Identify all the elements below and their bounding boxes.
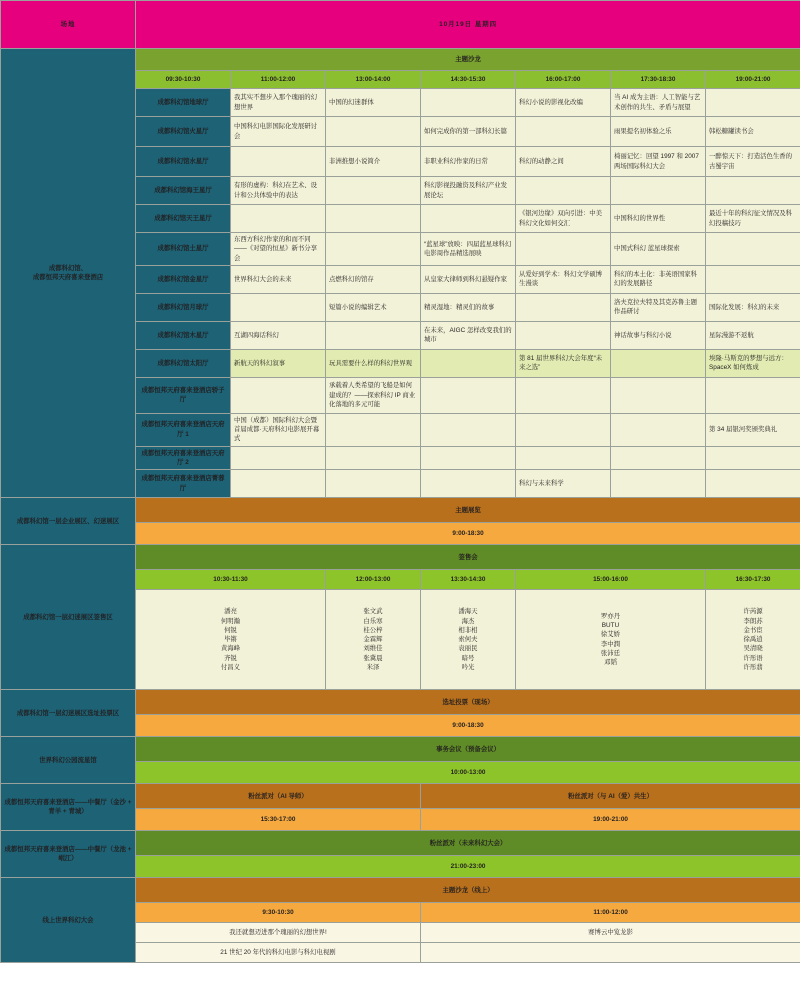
signing-names-1: 张文武 白乐寒 桂公梓 金霖辉 刘维佳 张冀晨 米泽 xyxy=(326,590,421,690)
salon-cell xyxy=(326,413,421,446)
salon-cell xyxy=(706,377,800,413)
salon-cell: 第 34 届银河奖颁奖典礼 xyxy=(706,413,800,446)
salon-cell: 点燃科幻的馆存 xyxy=(326,265,421,293)
salon-cell xyxy=(706,233,800,266)
online-cell xyxy=(421,943,800,963)
salon-cell: 韩松糖罐读书会 xyxy=(706,117,800,147)
signing-time-1: 12:00-13:00 xyxy=(326,570,421,590)
salon-cell: “蓝星球”放映：四届蓝星球科幻电影周作品精选展映 xyxy=(421,233,516,266)
signing-names-3: 罗亦丹 BUTU 徐艾娇 李中潤 张沛廷 邓韬 xyxy=(516,590,706,690)
fan-party-2-time: 21:00-23:00 xyxy=(136,856,800,878)
venue-business-meeting: 世界科幻公园流星馆 xyxy=(1,737,136,784)
venue-label: 成都恒邦天府喜来登酒店轿子厅 xyxy=(136,377,231,413)
salon-cell: 中国式科幻 蓝星球探索 xyxy=(611,233,706,266)
salon-cell xyxy=(516,321,611,349)
venue-label: 成都科幻馆海王星厅 xyxy=(136,177,231,205)
salon-cell: 从皇家大律师到科幻悬疑作家 xyxy=(421,265,516,293)
venue-label: 成都科幻馆水星厅 xyxy=(136,147,231,177)
salon-cell xyxy=(516,117,611,147)
salon-cell xyxy=(516,293,611,321)
venue-label: 成都科幻馆地球厅 xyxy=(136,89,231,117)
salon-cell: 科幻与未来科学 xyxy=(516,470,611,498)
salon-cell: 中国科幻电影国际化发展研讨会 xyxy=(231,117,326,147)
salon-cell: 我其实不想步入那个瑰丽的幻想世界 xyxy=(231,89,326,117)
venue-signing: 成都科幻馆一层幻迷展区签售区 xyxy=(1,545,136,690)
salon-cell xyxy=(706,265,800,293)
salon-cell xyxy=(611,413,706,446)
salon-cell xyxy=(611,349,706,377)
salon-cell xyxy=(516,413,611,446)
signing-time-0: 10:30-11:30 xyxy=(136,570,326,590)
salon-cell: 科幻的动静之间 xyxy=(516,147,611,177)
salon-cell: 新航天的科幻叙事 xyxy=(231,349,326,377)
venue-site-vote: 成都科幻馆一层幻迷展区选址投票区 xyxy=(1,690,136,737)
venue-online: 线上世界科幻大会 xyxy=(1,878,136,963)
time-slot-3: 14:30-15:30 xyxy=(421,71,516,89)
salon-cell xyxy=(231,205,326,233)
signing-time-2: 13:30-14:30 xyxy=(421,570,516,590)
venue-column-header: 场地 xyxy=(1,1,136,49)
salon-cell: 第 81 届世界科幻大会年度“未来之选” xyxy=(516,349,611,377)
salon-cell: 如何完成你的第一部科幻长篇 xyxy=(421,117,516,147)
salon-cell xyxy=(231,293,326,321)
signing-time-4: 16:30-17:30 xyxy=(706,570,800,590)
salon-cell xyxy=(326,205,421,233)
salon-cell: 互湖四海话科幻 xyxy=(231,321,326,349)
salon-cell: 洛夫克拉夫特及其克苏鲁主题作品研讨 xyxy=(611,293,706,321)
salon-cell xyxy=(706,89,800,117)
signing-names-0: 潘亮 何明瀚 何锐 毕锵 黄海峰 齐锐 付昌义 xyxy=(136,590,326,690)
salon-cell: 玩具需要什么样的科幻世界观 xyxy=(326,349,421,377)
venue-group-salon: 成都科幻馆、 成都恒邦天府喜来登酒店 xyxy=(1,49,136,498)
salon-cell xyxy=(706,446,800,470)
band-fan-party-2: 粉丝派对（未来科幻大会） xyxy=(136,831,800,856)
salon-cell: 埃隆·马斯克的梦想与远方：SpaceX 如何炼成 xyxy=(706,349,800,377)
venue-label: 成都科幻馆月球厅 xyxy=(136,293,231,321)
salon-cell: 雨果提名初体验之乐 xyxy=(611,117,706,147)
time-slot-2: 13:00-14:00 xyxy=(326,71,421,89)
salon-cell: 中国科幻的世界性 xyxy=(611,205,706,233)
band-signing: 签售会 xyxy=(136,545,800,570)
signing-names-2: 潘海天 海杰 相非相 索何夫 袁丽民 暗号 吟光 xyxy=(421,590,516,690)
venue-label: 成都科幻馆金星厅 xyxy=(136,265,231,293)
fan-party-1-time-1: 19:00-21:00 xyxy=(421,809,800,831)
signing-time-3: 15:00-16:00 xyxy=(516,570,706,590)
band-business-meeting: 事务会议（预备会议） xyxy=(136,737,800,762)
band-site-vote: 选址投票（现场） xyxy=(136,690,800,715)
salon-cell xyxy=(421,413,516,446)
band-fan-party-1-1: 粉丝派对（与 AI（爱）共生） xyxy=(421,784,800,809)
time-slot-1: 11:00-12:00 xyxy=(231,71,326,89)
salon-cell: 有形的虚构：科幻在艺术、设计和公共体验中的表达 xyxy=(231,177,326,205)
salon-cell xyxy=(421,89,516,117)
salon-cell xyxy=(706,177,800,205)
salon-cell: 科幻的本土化：非英语国家科幻的发展路径 xyxy=(611,265,706,293)
salon-cell xyxy=(231,446,326,470)
salon-cell xyxy=(326,233,421,266)
signing-names-4: 许芮源 李朗苏 金书宦 徐禹逍 吴清晓 许彤语 许彤翡 xyxy=(706,590,800,690)
venue-label: 成都恒邦天府喜来登酒店天府厅 2 xyxy=(136,446,231,470)
time-slot-5: 17:30-18:30 xyxy=(611,71,706,89)
venue-label: 成都科幻馆天王星厅 xyxy=(136,205,231,233)
salon-cell xyxy=(326,117,421,147)
salon-cell: 最近十年的科幻征文情况及科幻投稿技巧 xyxy=(706,205,800,233)
salon-cell xyxy=(326,446,421,470)
salon-cell: 当 AI 成为主语：人工智能与艺术创作的共生、矛盾与展望 xyxy=(611,89,706,117)
exhibition-time: 9:00-18:30 xyxy=(136,523,800,545)
salon-cell xyxy=(421,377,516,413)
salon-cell xyxy=(421,205,516,233)
venue-label: 成都恒邦天府喜来登酒店天府厅 1 xyxy=(136,413,231,446)
venue-fan-party-2: 成都恒邦天府喜来登酒店——中餐厅（龙池 + 岷江） xyxy=(1,831,136,878)
time-slot-6: 19:00-21:00 xyxy=(706,71,800,89)
venue-label: 成都恒邦天府喜来登酒店菁蓉厅 xyxy=(136,470,231,498)
salon-cell: 在未来，AIGC 怎样改变我们的城市 xyxy=(421,321,516,349)
online-time-0: 9:30-10:30 xyxy=(136,903,421,923)
business-meeting-time: 10:00-13:00 xyxy=(136,762,800,784)
salon-cell: 短篇小说的编辑艺术 xyxy=(326,293,421,321)
salon-cell xyxy=(326,321,421,349)
salon-cell: 中国（成都）国际科幻大会暨首届成都·天府科幻电影展开幕式 xyxy=(231,413,326,446)
salon-cell: 星际漫游不返航 xyxy=(706,321,800,349)
salon-cell xyxy=(516,446,611,470)
site-vote-time: 9:00-18:30 xyxy=(136,715,800,737)
salon-cell xyxy=(516,177,611,205)
salon-cell: 科幻小说的影视化改编 xyxy=(516,89,611,117)
salon-cell: 中国的幻迷群体 xyxy=(326,89,421,117)
online-cell: 赛博云中览龙影 xyxy=(421,923,800,943)
salon-cell xyxy=(611,470,706,498)
salon-cell xyxy=(326,177,421,205)
band-fan-party-1-0: 粉丝派对（AI 导师） xyxy=(136,784,421,809)
salon-cell: 椅丽记忆：回望 1997 和 2007 两场国际科幻大会 xyxy=(611,147,706,177)
band-theme-salon: 主题沙龙 xyxy=(136,49,800,71)
salon-cell: 承载着人类希望的飞船是如何建成的？——探索科幻 IP 商业化落地的多元可能 xyxy=(326,377,421,413)
salon-cell: 一醉惊天下：打造活色生香的古蜀宇宙 xyxy=(706,147,800,177)
salon-cell xyxy=(706,470,800,498)
salon-cell: 《银河边缘》双向引进：中美科幻文化如何交汇 xyxy=(516,205,611,233)
salon-cell: 科幻影视投融资及科幻产业发展论坛 xyxy=(421,177,516,205)
salon-cell xyxy=(611,377,706,413)
salon-cell: 从爱好到学术：科幻文学硕博生漫谈 xyxy=(516,265,611,293)
fan-party-1-time-0: 15:30-17:00 xyxy=(136,809,421,831)
date-title: 10月19日 星期四 xyxy=(136,1,800,49)
salon-cell: 东西方科幻作家的和而不同——《对望的恒星》新书分享会 xyxy=(231,233,326,266)
time-slot-4: 16:00-17:00 xyxy=(516,71,611,89)
salon-cell xyxy=(516,233,611,266)
venue-label: 成都科幻馆木星厅 xyxy=(136,321,231,349)
salon-cell: 非职业科幻作家的日常 xyxy=(421,147,516,177)
salon-cell xyxy=(611,177,706,205)
venue-label: 成都科幻馆太阳厅 xyxy=(136,349,231,377)
venue-exhibition: 成都科幻馆一层企业展区、幻迷展区 xyxy=(1,498,136,545)
venue-label: 成都科幻馆火星厅 xyxy=(136,117,231,147)
online-cell: 21 世纪 20 年代的科幻电影与科幻电视剧 xyxy=(136,943,421,963)
salon-cell xyxy=(231,147,326,177)
online-time-1: 11:00-12:00 xyxy=(421,903,800,923)
time-slot-0: 09:30-10:30 xyxy=(136,71,231,89)
salon-cell xyxy=(231,470,326,498)
salon-cell: 国际化发展：科幻的未来 xyxy=(706,293,800,321)
band-exhibition: 主题展览 xyxy=(136,498,800,523)
band-online: 主题沙龙（线上） xyxy=(136,878,800,903)
salon-cell: 非洲推想小说简介 xyxy=(326,147,421,177)
online-cell: 我还就想迈进那个瑰丽的幻想世界! xyxy=(136,923,421,943)
salon-cell: 精灵湿地：精灵们的故事 xyxy=(421,293,516,321)
salon-cell xyxy=(516,377,611,413)
salon-cell xyxy=(421,349,516,377)
salon-cell xyxy=(421,470,516,498)
salon-cell xyxy=(231,377,326,413)
venue-fan-party-1: 成都恒邦天府喜来登酒店——中餐厅（金沙 + 青羊 + 青城） xyxy=(1,784,136,831)
salon-cell xyxy=(326,470,421,498)
salon-cell: 神话故事与科幻小说 xyxy=(611,321,706,349)
venue-label: 成都科幻馆土星厅 xyxy=(136,233,231,266)
salon-cell xyxy=(421,446,516,470)
salon-cell xyxy=(611,446,706,470)
salon-cell: 世界科幻大会的未来 xyxy=(231,265,326,293)
